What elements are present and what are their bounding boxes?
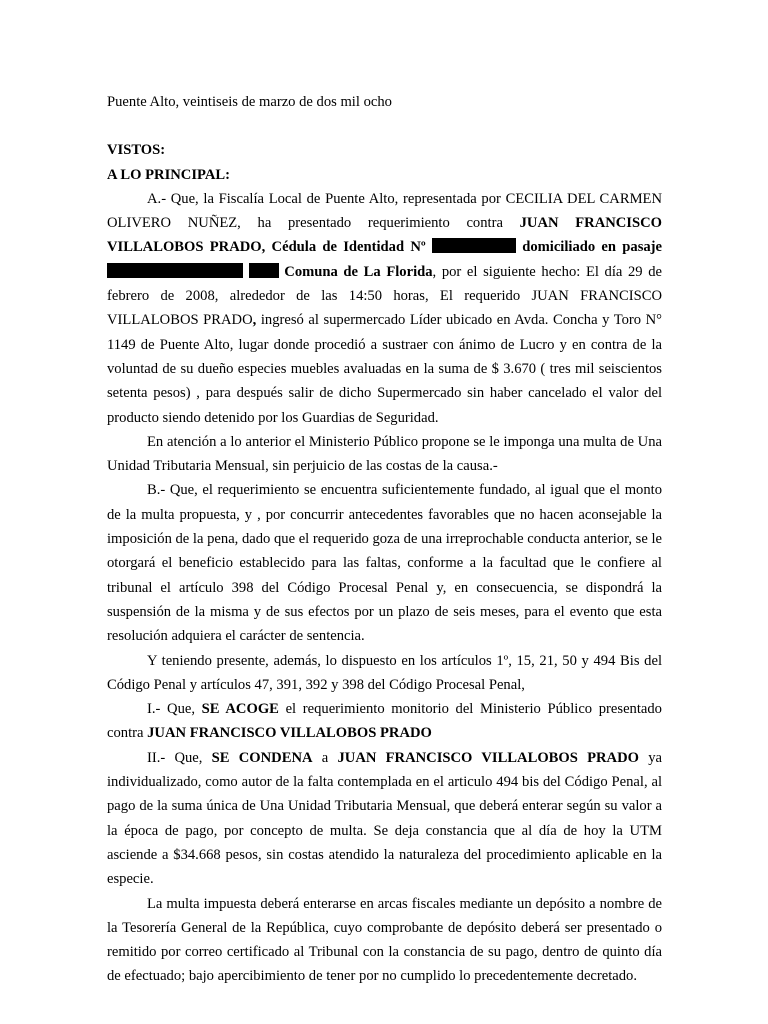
paragraph-multa: La multa impuesta deberá enterarse en arcas fiscales mediante un depósito a nombre de la Tesorería General de la República, cuyo comprobante de depósito deberá ser presentado o remitido por correo certificado al Tribunal con la constancia de su pago, dentro de quinto día de efectuado; bajo apercibimiento de tener por no cumplido lo precedentemente decretado. [107,895,662,985]
paragraph-ii-text-3: ya individualizado, como autor de la falta contemplada en el articulo 494 bis del Código Penal, al pago de la suma única de Una Unidad Tributaria Mensual, que deberá enterar según su valor a la época de pago, por concepto de multa. Se deja constancia que al día de hoy la UTM asciende a $34.668 pesos, sin costas atendido la naturaleza del procedimiento aplicable en la especie. [107,749,662,888]
redacted-id-number [432,238,516,253]
paragraph-a-text-3: ingresó al supermercado Líder ubicado en Avda. Concha y Toro N° 1149 de Puente Alto, lugar donde procedió a sustraer con ánimo de Lucro y en contra de la voluntad de su dueño especies muebles avaluadas en la suma de $ 3.670 ( tres mil seiscientos setenta pesos) , para después salir de dicho Supermercado sin haber cancelado el valor del producto siendo detenido por los Guardias de Seguridad. [107,312,662,426]
paragraph-ii [107,746,662,892]
redacted-address-1 [107,263,243,278]
redacted-address-2 [249,263,279,278]
paragraph-teniendo: Y teniendo presente, además, lo dispuesto en los artículos 1º, 15, 21, 50 y 494 Bis del Código Penal y artículos 47, 391, 392 y 398 del Código Procesal Penal, [107,652,662,693]
paragraph-ii-text-1: II.- Que, [147,749,212,766]
paragraph-i [107,697,662,746]
paragraph-a-text-2: , por el siguiente hecho: El día 29 de febrero de 2008, alrededor de las 14:50 horas, El requerido JUAN FRANCISCO VILLALOBOS PRADO [107,263,663,329]
paragraph-i-text-1: I.- Que, [147,701,202,718]
paragraph-a-text-1: A.- Que, la Fiscalía Local de Puente Alto, representada por CECILIA DEL CARMEN OLIVERO NUÑEZ, ha presentado requerimiento contra [107,190,662,232]
paragraph-b: B.- Que, el requerimiento se encuentra suficientemente fundado, al igual que el monto de la multa propuesta, y , por concurrir antecedentes favorables que no hacen aconsejable la imposición de la pena, dado que el requerido goza de una irreprochable conducta anterior, se le otorgará el beneficio establecido para las faltas, conforme a la facultad que le confiere al tribunal el artículo 398 del Código Procesal Penal y, en consecuencia, se dispondrá la suspensión de la misma y de sus efectos por un plazo de seis meses, para el evento que esta resolución adquiera el carácter de sentencia. [107,482,662,645]
defendant-name: JUAN FRANCISCO VILLALOBOS PRADO [337,749,639,766]
paragraph-atencion: En atención a lo anterior el Ministerio Público propone se le imponga una multa de Una Unidad Tributaria Mensual, sin perjuicio de las costas de la causa.- [107,433,662,475]
paragraph-i-text-2: el requerimiento monitorio del Ministerio Público presentado contra [107,701,662,742]
heading-principal: A LO PRINCIPAL: [107,166,230,183]
paragraph-ii-text-2: a [312,749,338,766]
defendant-name: JUAN FRANCISCO VILLALOBOS PRADO [147,725,432,742]
paragraph-a-comma: , [252,312,257,329]
paragraph-a [107,187,662,430]
defendant-id-label: JUAN FRANCISCO VILLALOBOS PRADO, Cédula de Identidad Nº [107,215,662,256]
se-acoge: SE ACOGE [201,701,279,718]
heading-vistos: VISTOS: [107,142,166,159]
commune-label: Comuna de La Florida [278,263,433,280]
address-label: domiciliado en pasaje [515,239,663,256]
date-line: Puente Alto, veintiseis de marzo de dos mil ocho [107,94,392,110]
spacer [107,114,662,138]
se-condena: SE CONDENA [211,749,313,766]
document-body [107,90,662,989]
